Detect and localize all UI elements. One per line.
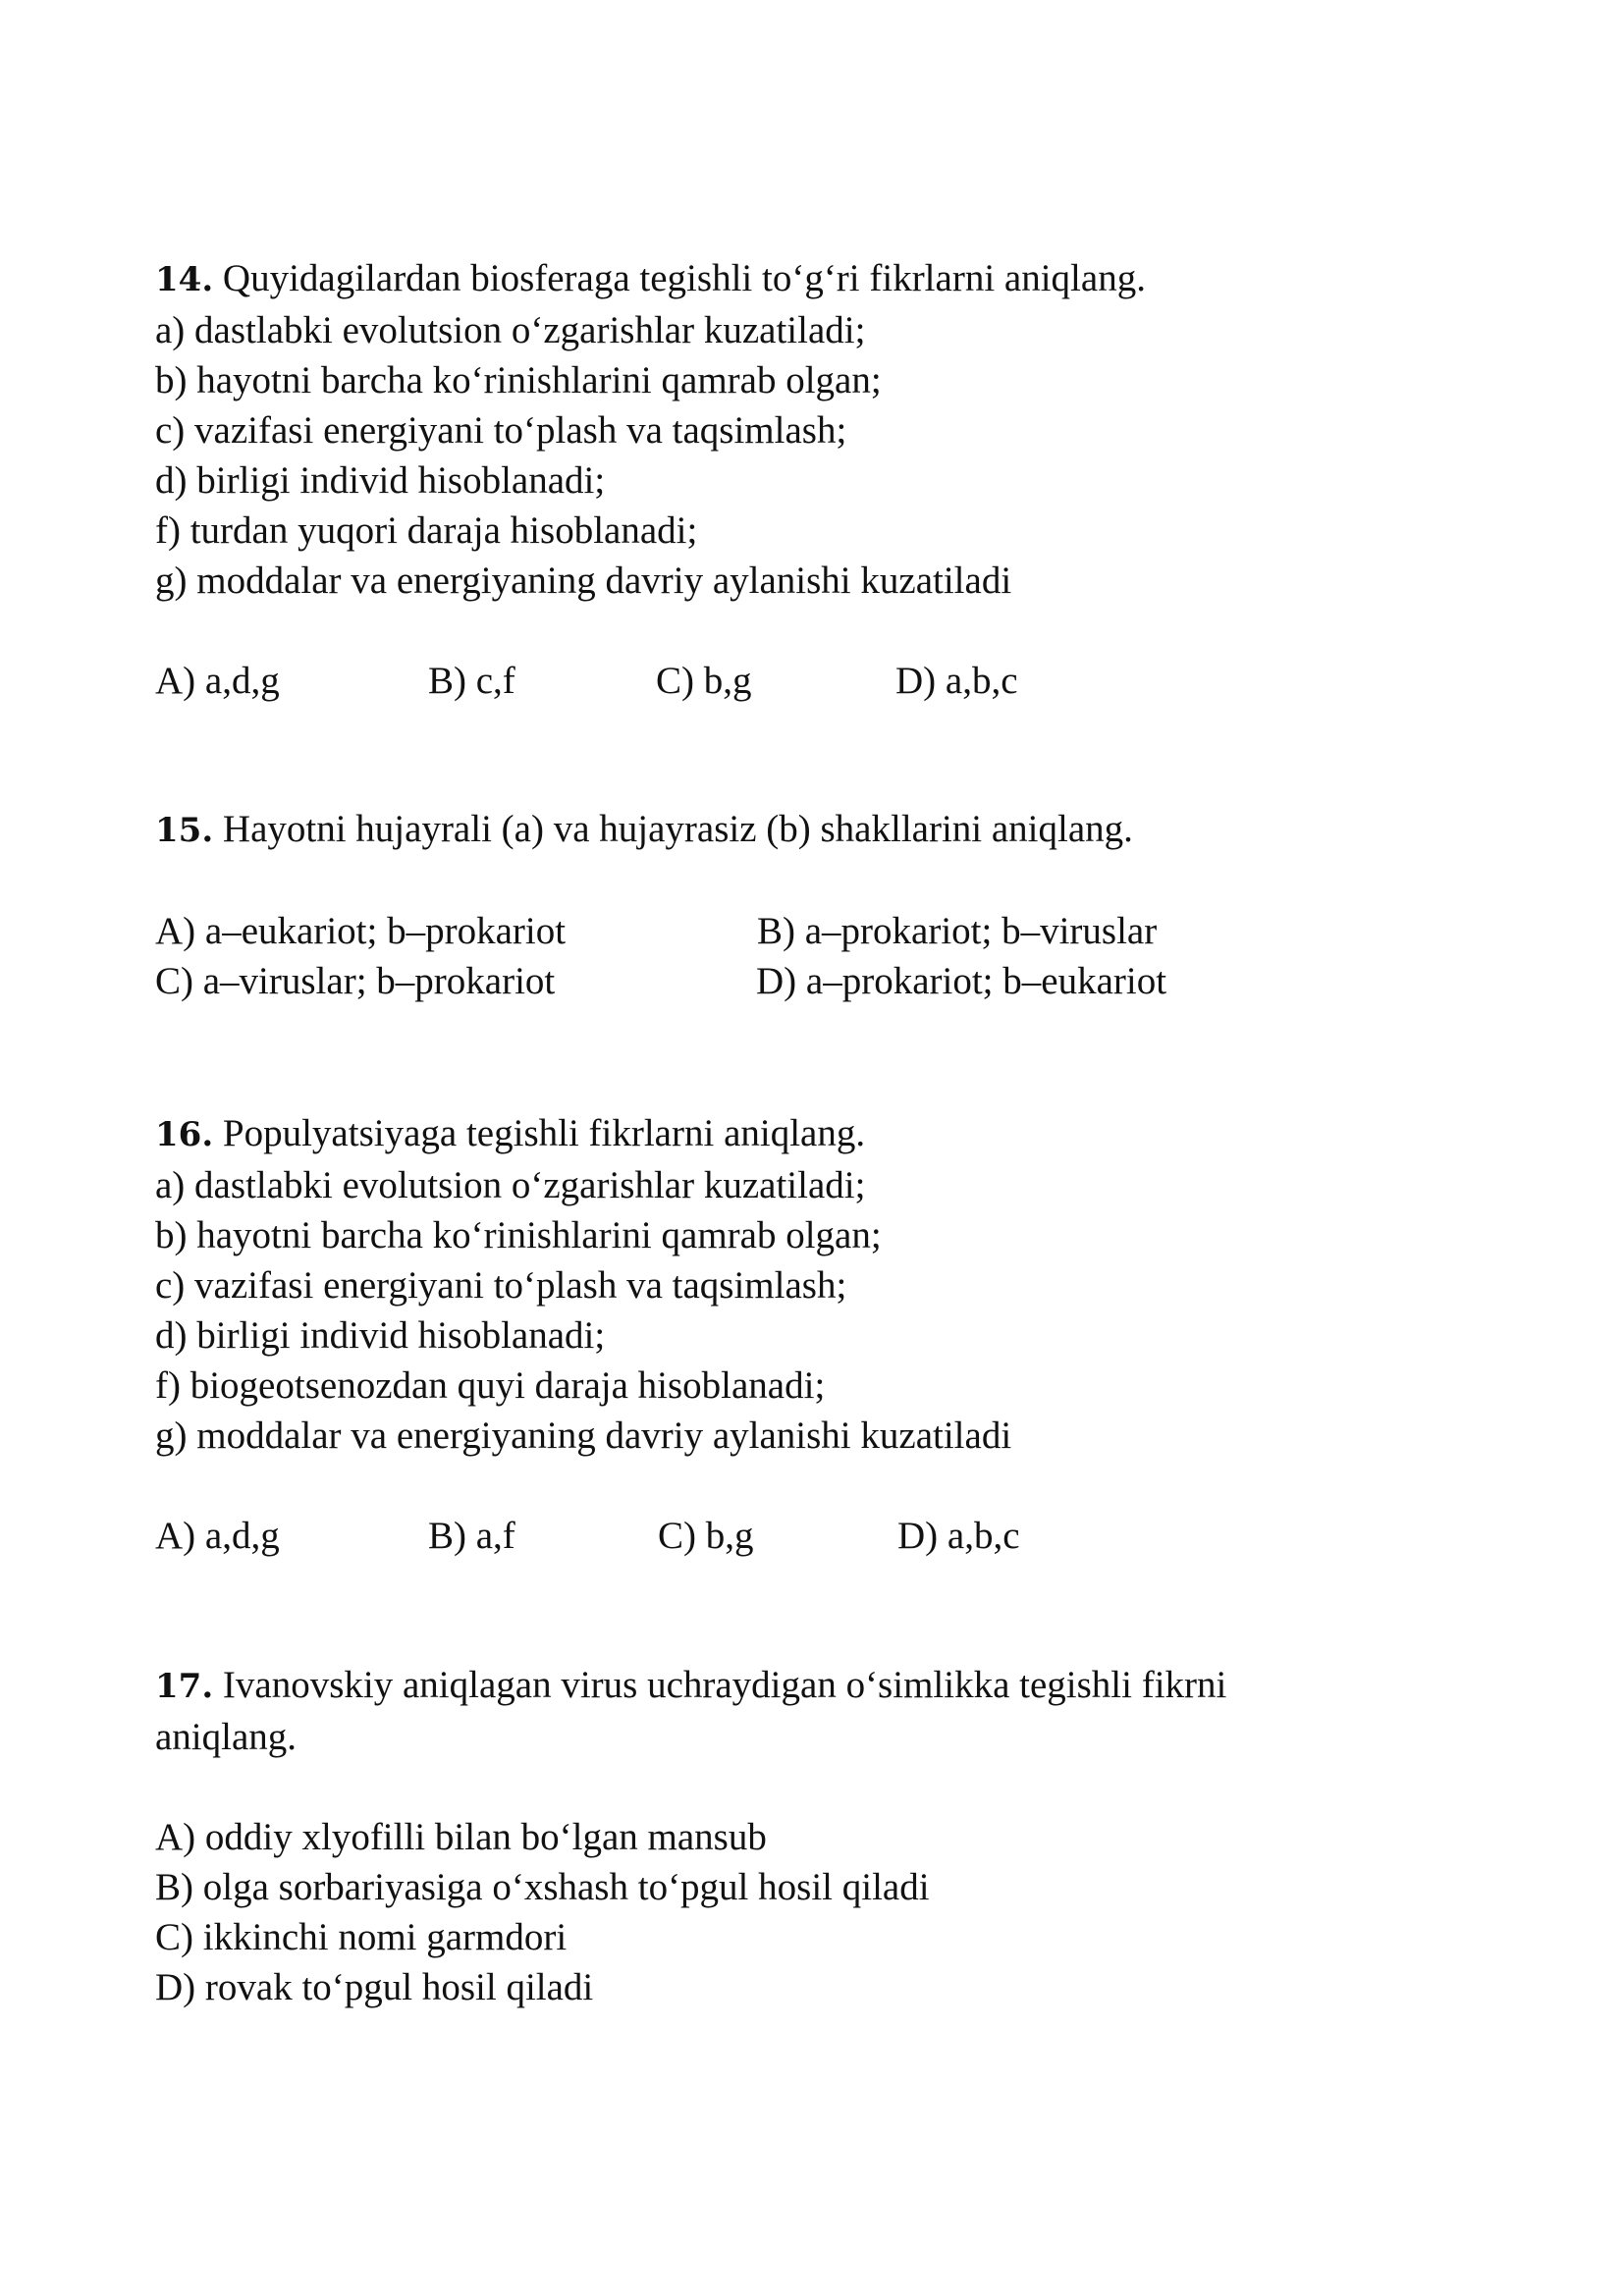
question-16 bbox=[155, 1108, 1432, 1561]
option-c[interactable]: C) b,g bbox=[658, 1515, 754, 1557]
question-text: Hayotni hujayrali (a) va hujayrasiz (b) shakllarini aniqlang. bbox=[222, 808, 1133, 850]
statement-a: a) dastlabki evolutsion o‘zgarishlar kuzatiladi; bbox=[155, 309, 866, 351]
question-17 bbox=[155, 1660, 1432, 2012]
option-b[interactable]: B) olga sorbariyasiga o‘xshash to‘pgul hosil qiladi bbox=[155, 1866, 930, 1908]
question-number: 15. bbox=[155, 811, 214, 850]
statement-f: f) turdan yuqori daraja hisoblanadi; bbox=[155, 509, 698, 552]
statement-c: c) vazifasi energiyani to‘plash va taqsimlash; bbox=[155, 1264, 847, 1307]
question-text: Populyatsiyaga tegishli fikrlarni aniqlang. bbox=[222, 1112, 866, 1154]
option-a[interactable]: A) a,d,g bbox=[155, 1515, 280, 1557]
option-c[interactable]: C) a–viruslar; b–prokariot bbox=[155, 960, 556, 1002]
option-a[interactable]: A) oddiy xlyofilli bilan bo‘lgan mansub bbox=[155, 1816, 767, 1858]
option-d[interactable]: D) rovak to‘pgul hosil qiladi bbox=[155, 1966, 594, 2008]
option-a[interactable]: A) a–eukariot; b–prokariot bbox=[155, 910, 567, 952]
option-b[interactable]: B) a,f bbox=[428, 1515, 515, 1557]
answer-options bbox=[155, 656, 1432, 706]
option-d[interactable]: D) a,b,c bbox=[897, 1515, 1020, 1557]
question-15 bbox=[155, 804, 1432, 1006]
question-stem bbox=[155, 804, 1432, 856]
option-c[interactable]: C) b,g bbox=[656, 660, 752, 702]
answer-options bbox=[155, 1812, 1432, 2012]
option-b[interactable]: B) c,f bbox=[428, 660, 515, 702]
question-number: 17. bbox=[155, 1667, 214, 1706]
question-stem bbox=[155, 1660, 1353, 1762]
option-d[interactable]: D) a–prokariot; b–eukariot bbox=[756, 960, 1167, 1002]
option-d[interactable]: D) a,b,c bbox=[895, 660, 1018, 702]
statement-d: d) birligi individ hisoblanadi; bbox=[155, 459, 606, 502]
option-a[interactable]: A) a,d,g bbox=[155, 660, 280, 702]
answer-options bbox=[155, 1511, 1432, 1561]
answer-options bbox=[155, 906, 1432, 1006]
option-b[interactable]: B) a–prokariot; b–viruslar bbox=[757, 910, 1158, 952]
question-14 bbox=[155, 253, 1432, 706]
statement-b: b) hayotni barcha ko‘rinishlarini qamrab olgan; bbox=[155, 1214, 882, 1256]
statement-g: g) moddalar va energiyaning davriy aylanishi kuzatiladi bbox=[155, 1415, 1012, 1457]
statement-g: g) moddalar va energiyaning davriy aylanishi kuzatiladi bbox=[155, 560, 1012, 602]
question-text: Ivanovskiy aniqlagan virus uchraydigan o‘simlikka tegishli fikrni aniqlang. bbox=[155, 1664, 1227, 1758]
question-number: 14. bbox=[155, 260, 214, 299]
question-stem bbox=[155, 253, 1432, 305]
option-c[interactable]: C) ikkinchi nomi garmdori bbox=[155, 1916, 568, 1958]
statement-c: c) vazifasi energiyani to‘plash va taqsimlash; bbox=[155, 409, 847, 452]
statement-f: f) biogeotsenozdan quyi daraja hisoblanadi; bbox=[155, 1364, 826, 1407]
statement-d: d) birligi individ hisoblanadi; bbox=[155, 1314, 606, 1357]
statement-a: a) dastlabki evolutsion o‘zgarishlar kuzatiladi; bbox=[155, 1164, 866, 1206]
question-text: Quyidagilardan biosferaga tegishli to‘g‘ri fikrlarni aniqlang. bbox=[222, 257, 1146, 299]
question-number: 16. bbox=[155, 1115, 214, 1154]
statement-b: b) hayotni barcha ko‘rinishlarini qamrab olgan; bbox=[155, 359, 882, 401]
question-stem bbox=[155, 1108, 1432, 1160]
